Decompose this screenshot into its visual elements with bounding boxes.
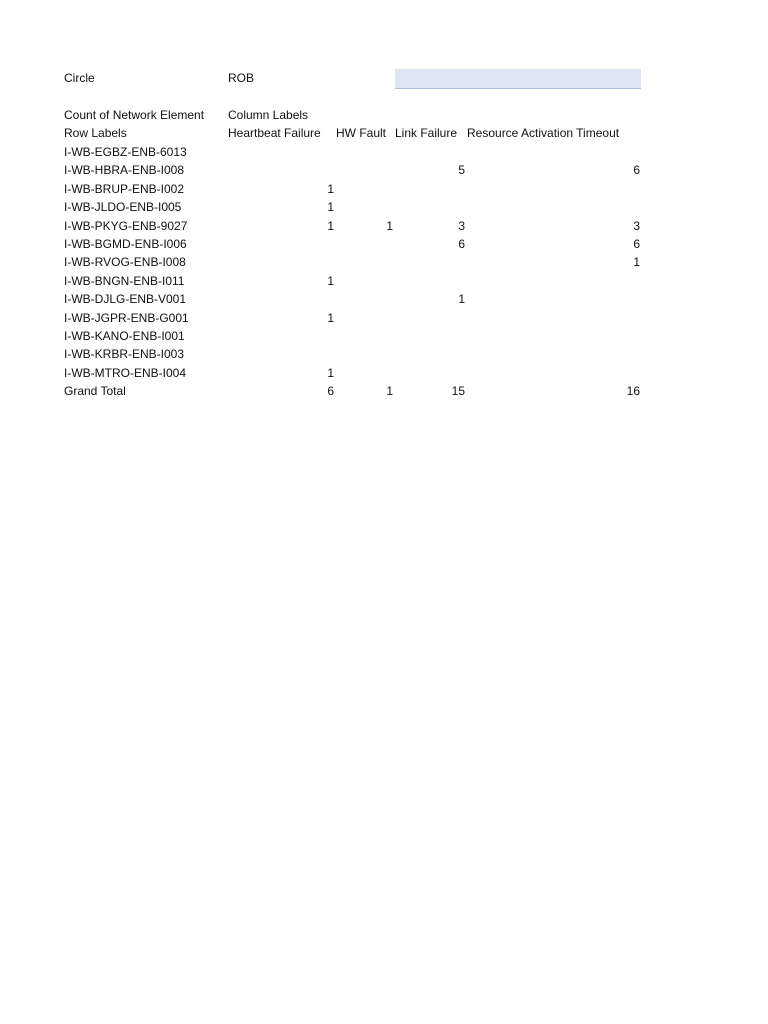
- value-cell: [228, 345, 334, 363]
- value-cell: [336, 364, 393, 382]
- value-cell: [336, 143, 393, 161]
- value-cell: 6: [458, 237, 465, 251]
- value-cell: [395, 253, 465, 271]
- column-header: Heartbeat Failure: [228, 126, 321, 140]
- value-cell: [336, 161, 393, 179]
- value-cell: [395, 345, 465, 363]
- value-cell: [228, 290, 334, 308]
- grand-total-cell: 6: [327, 384, 334, 398]
- row-label: I-WB-KRBR-ENB-I003: [64, 347, 185, 361]
- column-labels-header[interactable]: Column Labels: [228, 108, 309, 122]
- value-cell: [395, 364, 465, 382]
- value-cell: [467, 198, 640, 216]
- filter-label: Circle: [64, 71, 95, 85]
- filter-value[interactable]: ROB: [228, 71, 255, 85]
- value-cell: [228, 161, 334, 179]
- pivot-value-label: Count of Network Element: [64, 108, 205, 122]
- row-label: I-WB-RVOG-ENB-I008: [64, 255, 186, 269]
- value-cell: [228, 327, 334, 345]
- value-cell: [467, 364, 640, 382]
- value-cell: [467, 272, 640, 290]
- value-cell: 1: [458, 292, 465, 306]
- value-cell: 6: [633, 237, 640, 251]
- row-label: I-WB-BNGN-ENB-I011: [64, 274, 185, 288]
- value-cell: [336, 290, 393, 308]
- value-cell: [395, 180, 465, 198]
- value-cell: [467, 327, 640, 345]
- row-label: I-WB-PKYG-ENB-9027: [64, 219, 188, 233]
- value-cell: 1: [327, 274, 334, 288]
- value-cell: 1: [327, 311, 334, 325]
- grand-total-label: Grand Total: [64, 384, 126, 398]
- value-cell: [395, 143, 465, 161]
- row-label: I-WB-EGBZ-ENB-6013: [64, 145, 187, 159]
- value-cell: [336, 198, 393, 216]
- row-label: I-WB-BGMD-ENB-I006: [64, 237, 187, 251]
- value-cell: 1: [327, 366, 334, 380]
- value-cell: [395, 272, 465, 290]
- value-cell: [467, 309, 640, 327]
- value-cell: [228, 253, 334, 271]
- column-header: HW Fault: [336, 126, 387, 140]
- row-label: I-WB-MTRO-ENB-I004: [64, 366, 187, 380]
- value-cell: [336, 253, 393, 271]
- row-label: I-WB-DJLG-ENB-V001: [64, 292, 187, 306]
- value-cell: [336, 272, 393, 290]
- row-label: I-WB-JGPR-ENB-G001: [64, 311, 189, 325]
- value-cell: [336, 235, 393, 253]
- grand-total-cell: 16: [626, 384, 640, 398]
- value-cell: 1: [327, 200, 334, 214]
- value-cell: [228, 143, 334, 161]
- value-cell: [467, 345, 640, 363]
- row-label: I-WB-JLDO-ENB-I005: [64, 200, 182, 214]
- value-cell: [336, 327, 393, 345]
- value-cell: [228, 235, 334, 253]
- value-cell: 1: [633, 255, 640, 269]
- value-cell: 1: [327, 219, 334, 233]
- value-cell: [467, 290, 640, 308]
- grand-total-cell: 1: [386, 384, 393, 398]
- row-labels-header[interactable]: Row Labels: [64, 126, 127, 140]
- value-cell: [336, 180, 393, 198]
- value-cell: [395, 327, 465, 345]
- value-cell: [395, 198, 465, 216]
- value-cell: [336, 345, 393, 363]
- row-label: I-WB-KANO-ENB-I001: [64, 329, 185, 343]
- row-label: I-WB-BRUP-ENB-I002: [64, 182, 185, 196]
- grand-total-cell: 15: [451, 384, 465, 398]
- column-header: Link Failure: [395, 126, 458, 140]
- value-cell: 5: [458, 163, 465, 177]
- pivot-table-body: [0, 0, 768, 400]
- value-cell: 3: [633, 219, 640, 233]
- value-cell: [467, 180, 640, 198]
- value-cell: 6: [633, 163, 640, 177]
- column-header: Resource Activation Timeout: [467, 126, 620, 140]
- value-cell: 1: [327, 182, 334, 196]
- value-cell: [467, 143, 640, 161]
- value-cell: [336, 309, 393, 327]
- row-label: I-WB-HBRA-ENB-I008: [64, 163, 185, 177]
- value-cell: 1: [386, 219, 393, 233]
- value-cell: [395, 309, 465, 327]
- value-cell: 3: [458, 219, 465, 233]
